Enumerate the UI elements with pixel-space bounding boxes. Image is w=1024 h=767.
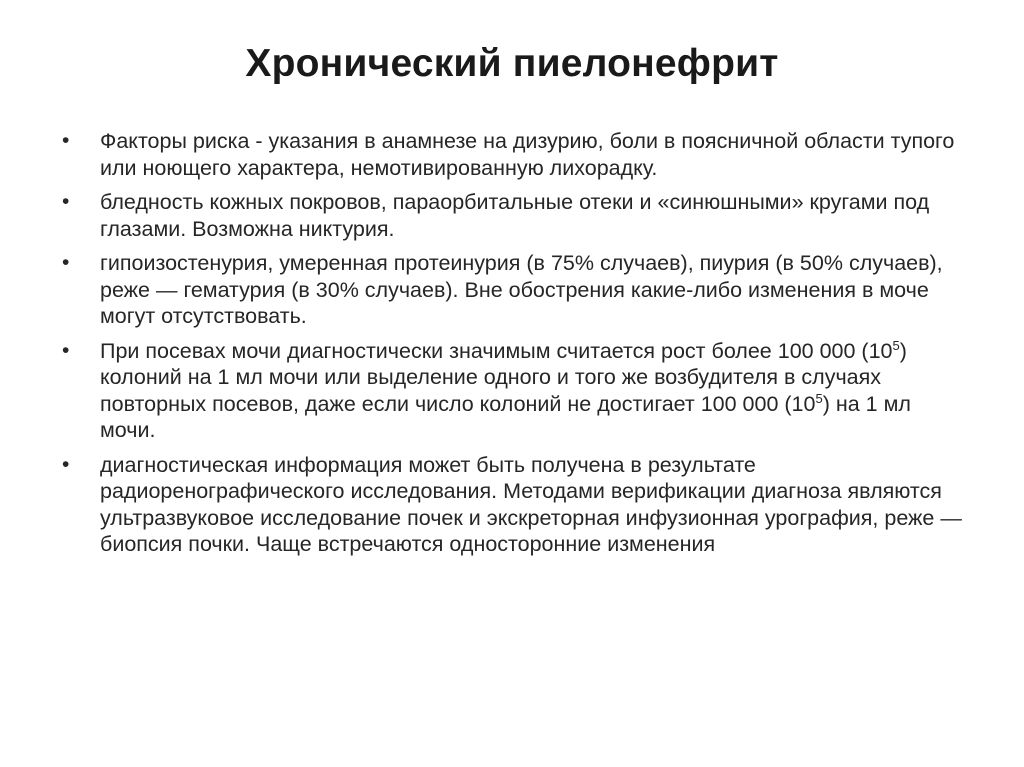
bullet-item-diagnostics bbox=[62, 452, 962, 558]
superscript-exponent: 5 bbox=[815, 390, 823, 406]
slide-title: Хронический пиелонефрит bbox=[245, 42, 779, 85]
bullet-dot-icon: • bbox=[62, 190, 70, 213]
superscript-exponent: 5 bbox=[892, 337, 900, 353]
bullet-dot-icon: • bbox=[62, 129, 70, 152]
bullet-text-part: ) колоний на 1 мл мочи или выделение одного и того же возбудителя в случаях повторных посевов, даже если число колоний не достигает 100 000 (10 bbox=[100, 338, 907, 416]
bullet-dot-icon: • bbox=[62, 452, 70, 476]
bullet-text: бледность кожных покровов, параорбитальные отеки и «синюшными» кругами под глазами. Возможна никтурия. bbox=[100, 190, 930, 241]
bullet-text: диагностическая информация может быть получена в результате радиоренографического исследования. Методами верификации диагноза являются ультразвуковое исследование почек и экскреторная инфузионная урография, реже — биопсия почки. Чаще встречаются односторонние изменения bbox=[100, 452, 962, 556]
bullet-item-urine-culture bbox=[62, 338, 962, 444]
bullet-text: гипоизостенурия, умеренная протеинурия (в 75% случаев), пиурия (в 50% случаев), реже — гематурия (в 30% случаев). Вне обострения какие-либо изменения в моче могут отсутствовать. bbox=[100, 251, 943, 328]
bullet-item-risk-factors bbox=[62, 128, 962, 181]
bullet-dot-icon: • bbox=[62, 338, 70, 362]
bullet-text: Факторы риска - указания в анамнезе на дизурию, боли в поясничной области тупого или ноющего характера, немотивированную лихорадку. bbox=[100, 129, 955, 180]
bullet-text-part: ) на 1 мл мочи. bbox=[100, 391, 911, 442]
bullet-dot-icon: • bbox=[62, 251, 70, 274]
bullet-text bbox=[100, 339, 911, 443]
bullet-item-pallor bbox=[62, 189, 962, 242]
bullet-item-urinalysis bbox=[62, 250, 962, 330]
bullet-list bbox=[62, 128, 962, 566]
bullet-text-part: При посевах мочи диагностически значимым считается рост более 100 000 (10 bbox=[100, 338, 893, 363]
